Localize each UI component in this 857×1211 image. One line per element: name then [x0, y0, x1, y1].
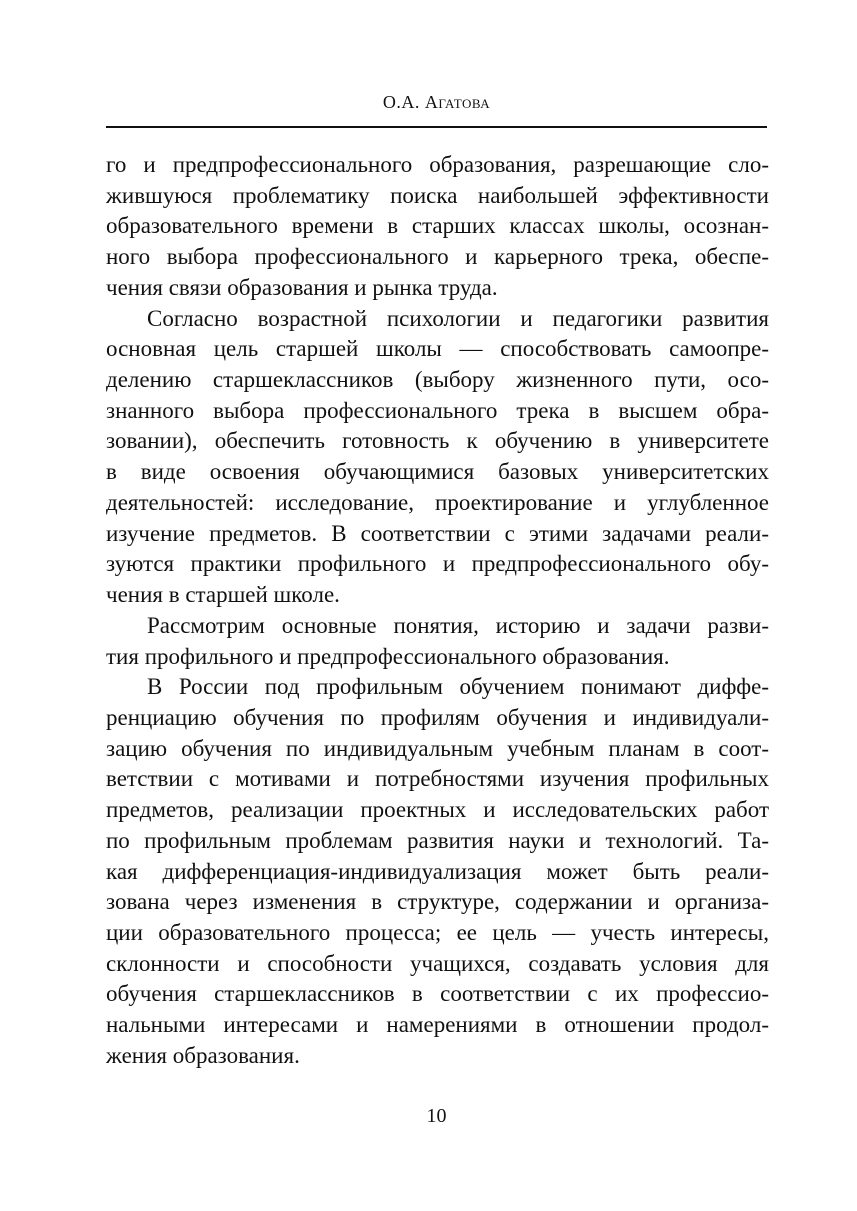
text-line: нальными интересами и намерениями в отношении продол- — [106, 1012, 769, 1038]
text-line: изучение предметов. В соответствии с этими задачами реали- — [106, 520, 769, 546]
text-line: тия профильного и предпрофессионального образования. — [106, 643, 670, 669]
page-number: 10 — [426, 1105, 447, 1127]
text-line: ветствии с мотивами и потребностями изучения профильных — [106, 766, 769, 792]
body-text — [106, 150, 769, 1072]
text-line: чения в старшей школе. — [106, 582, 340, 608]
paragraph-4 — [106, 672, 769, 1071]
text-line: обучения старшеклассников в соответствии с их профессио- — [106, 981, 769, 1007]
header-author: О.А. Агатова — [382, 92, 491, 112]
running-header — [106, 89, 767, 133]
text-line: жившуюся проблематику поиска наибольшей эффективности — [106, 182, 769, 208]
text-line: основная цель старшей школы — способствовать самоопре- — [106, 336, 769, 362]
text-line: В России под профильным обучением понимают диффе- — [147, 674, 769, 700]
header-rule — [106, 126, 767, 128]
text-line: го и предпрофессионального образования, разрешающие сло- — [106, 152, 769, 177]
text-line: ции образовательного процесса; ее цель — учесть интересы, — [106, 919, 769, 945]
paragraph-3 — [106, 611, 769, 672]
text-line: ного выбора профессионального и карьерного трека, обеспе- — [106, 244, 769, 270]
text-line: зуются практики профильного и предпрофессионального обу- — [106, 551, 769, 577]
text-line: зовании), обеспечить готовность к обучению в университете — [106, 428, 769, 454]
text-line: делению старшеклассников (выбору жизненного пути, осо- — [106, 367, 769, 393]
paragraph-2 — [106, 304, 769, 611]
text-line: деятельностей: исследование, проектирование и углубленное — [106, 489, 769, 515]
text-line: знанного выбора профессионального трека в высшем обра- — [106, 397, 769, 423]
text-line: ренциацию обучения по профилям обучения и индивидуали- — [106, 704, 769, 730]
text-line: Рассмотрим основные понятия, историю и задачи разви- — [147, 612, 769, 638]
text-line: Согласно возрастной психологии и педагогики развития — [147, 305, 769, 331]
text-line: чения связи образования и рынка труда. — [106, 274, 498, 300]
text-line: склонности и способности учащихся, создавать условия для — [106, 950, 769, 976]
paragraph-1 — [106, 150, 769, 304]
text-line: предметов, реализации проектных и исследовательских работ — [106, 797, 769, 823]
text-line: в виде освоения обучающимися базовых университетских — [106, 459, 769, 485]
text-line: по профильным проблемам развития науки и технологий. Та- — [106, 827, 769, 853]
text-line: образовательного времени в старших классах школы, осознан- — [106, 213, 769, 239]
text-line: кая дифференциация-индивидуализация может быть реали- — [106, 858, 769, 884]
text-line: зацию обучения по индивидуальным учебным планам в соот- — [106, 735, 769, 761]
text-line: жения образования. — [106, 1042, 300, 1068]
text-line: зована через изменения в структуре, содержании и организа- — [106, 889, 769, 915]
